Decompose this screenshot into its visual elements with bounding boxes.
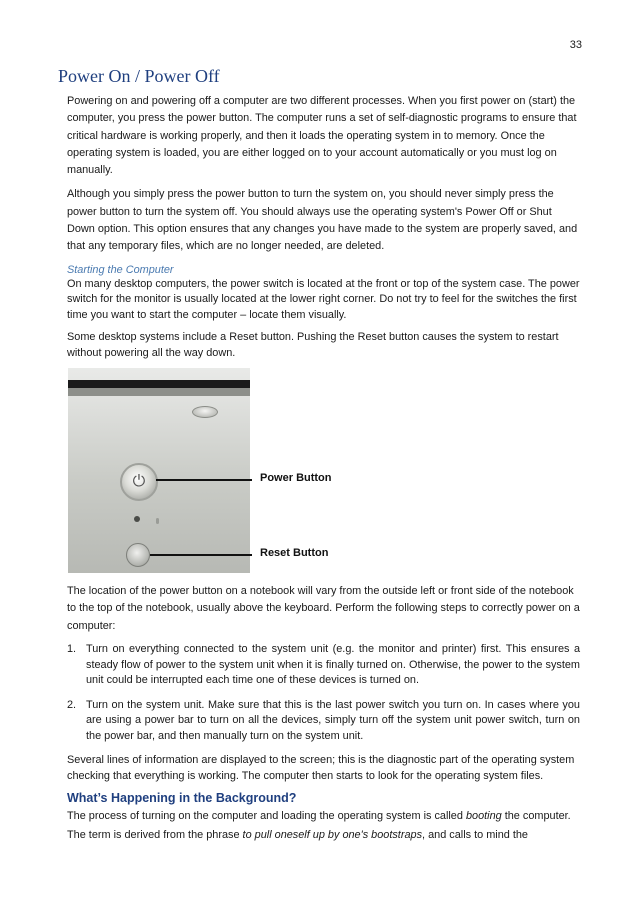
booting-text-start: The process of turning on the computer and loading the operating system is called bbox=[67, 810, 466, 823]
intro-block bbox=[67, 93, 580, 361]
reset-callout-line bbox=[150, 554, 252, 556]
page-number: 33 bbox=[569, 39, 582, 51]
intro-paragraph: Powering on and powering off a computer are two different processes. When you first power on (start) the computer, you press the power button. The computer runs a set of self-diagnostic programs to ensure that critical hardware is working properly, and then it loads the operating system in to memory. Once the operating system is loaded, you are either logged on to your account automatically or you must log on manually. bbox=[67, 95, 577, 177]
power-callout-line bbox=[156, 479, 252, 481]
step-number: 2. bbox=[67, 698, 77, 711]
list-item bbox=[67, 642, 580, 689]
drive-slot-shadow bbox=[68, 388, 250, 396]
section-title: Power On / Power Off bbox=[58, 66, 220, 86]
document-body bbox=[58, 66, 580, 852]
computer-front-figure bbox=[68, 368, 488, 573]
power-on-steps bbox=[67, 642, 580, 744]
drive-light-icon bbox=[156, 518, 159, 524]
reset-button-label: Reset Button bbox=[260, 547, 329, 560]
bootstrap-text-start: The term is derived from the phrase bbox=[67, 829, 243, 842]
reset-paragraph: Some desktop systems include a Reset button. Pushing the Reset button causes the system to restart without powering all the way down. bbox=[67, 331, 559, 359]
bootstrap-text-end: , and calls to mind the bbox=[422, 829, 528, 842]
list-item bbox=[67, 698, 580, 745]
computer-case-photo bbox=[68, 368, 250, 573]
diagnostic-paragraph: Several lines of information are displayed to the screen; this is the diagnostic part of the operating system checking that everything is working. The computer then starts to look for the operating system files. bbox=[67, 754, 575, 782]
reset-button-icon bbox=[126, 543, 150, 567]
background-block bbox=[67, 791, 580, 845]
indicator-light-icon bbox=[134, 516, 140, 522]
step-number: 1. bbox=[67, 643, 77, 656]
bootstrap-phrase: to pull oneself up by one's bootstraps bbox=[242, 829, 423, 842]
booting-paragraph bbox=[67, 808, 580, 825]
shutdown-paragraph: Although you simply press the power button to turn the system on, you should never simply press the power button to turn the system off. You should always use the operating system's Power Off or Shut Down option. This option ensures that any changes you have made to the system are properly saved, and that any temporary files, which are no longer needed, are deleted. bbox=[67, 188, 578, 253]
notebook-intro: The location of the power button on a notebook will vary from the outside left or front side of the notebook to the top of the notebook, usually above the keyboard. Perform the following steps to correctly power on a computer: bbox=[67, 585, 580, 632]
bootstrap-paragraph bbox=[67, 827, 580, 844]
eject-button-icon bbox=[192, 406, 218, 418]
booting-text-end: the computer. bbox=[501, 810, 571, 823]
power-switch-paragraph: On many desktop computers, the power switch is located at the front or top of the system case. The power switch for the monitor is usually located at the lower right corner. Do not try to feel for the switches the first time you want to start the computer – locate them visually. bbox=[67, 277, 580, 321]
notebook-block bbox=[67, 583, 580, 784]
background-heading: What’s Happening in the Background? bbox=[67, 791, 297, 806]
power-button-label: Power Button bbox=[260, 472, 332, 485]
drive-slot bbox=[68, 380, 250, 388]
step-text: Turn on everything connected to the system unit (e.g. the monitor and printer) first. This ensures a steady flow of power to the system unit when it is finally turned on. Otherwise, the power to the system unit could be interrupted each time one of these devices is turned on. bbox=[86, 643, 580, 687]
step-text: Turn on the system unit. Make sure that this is the last power switch you turn on. In cases where you are using a power bar to turn on all the devices, simply turn off the system unit power switch, turn on the power bar, and then manually turn on the system unit. bbox=[86, 698, 580, 742]
starting-heading: Starting the Computer bbox=[67, 263, 174, 276]
booting-term: booting bbox=[465, 810, 502, 823]
power-symbol-icon: ⏻ bbox=[120, 463, 158, 501]
